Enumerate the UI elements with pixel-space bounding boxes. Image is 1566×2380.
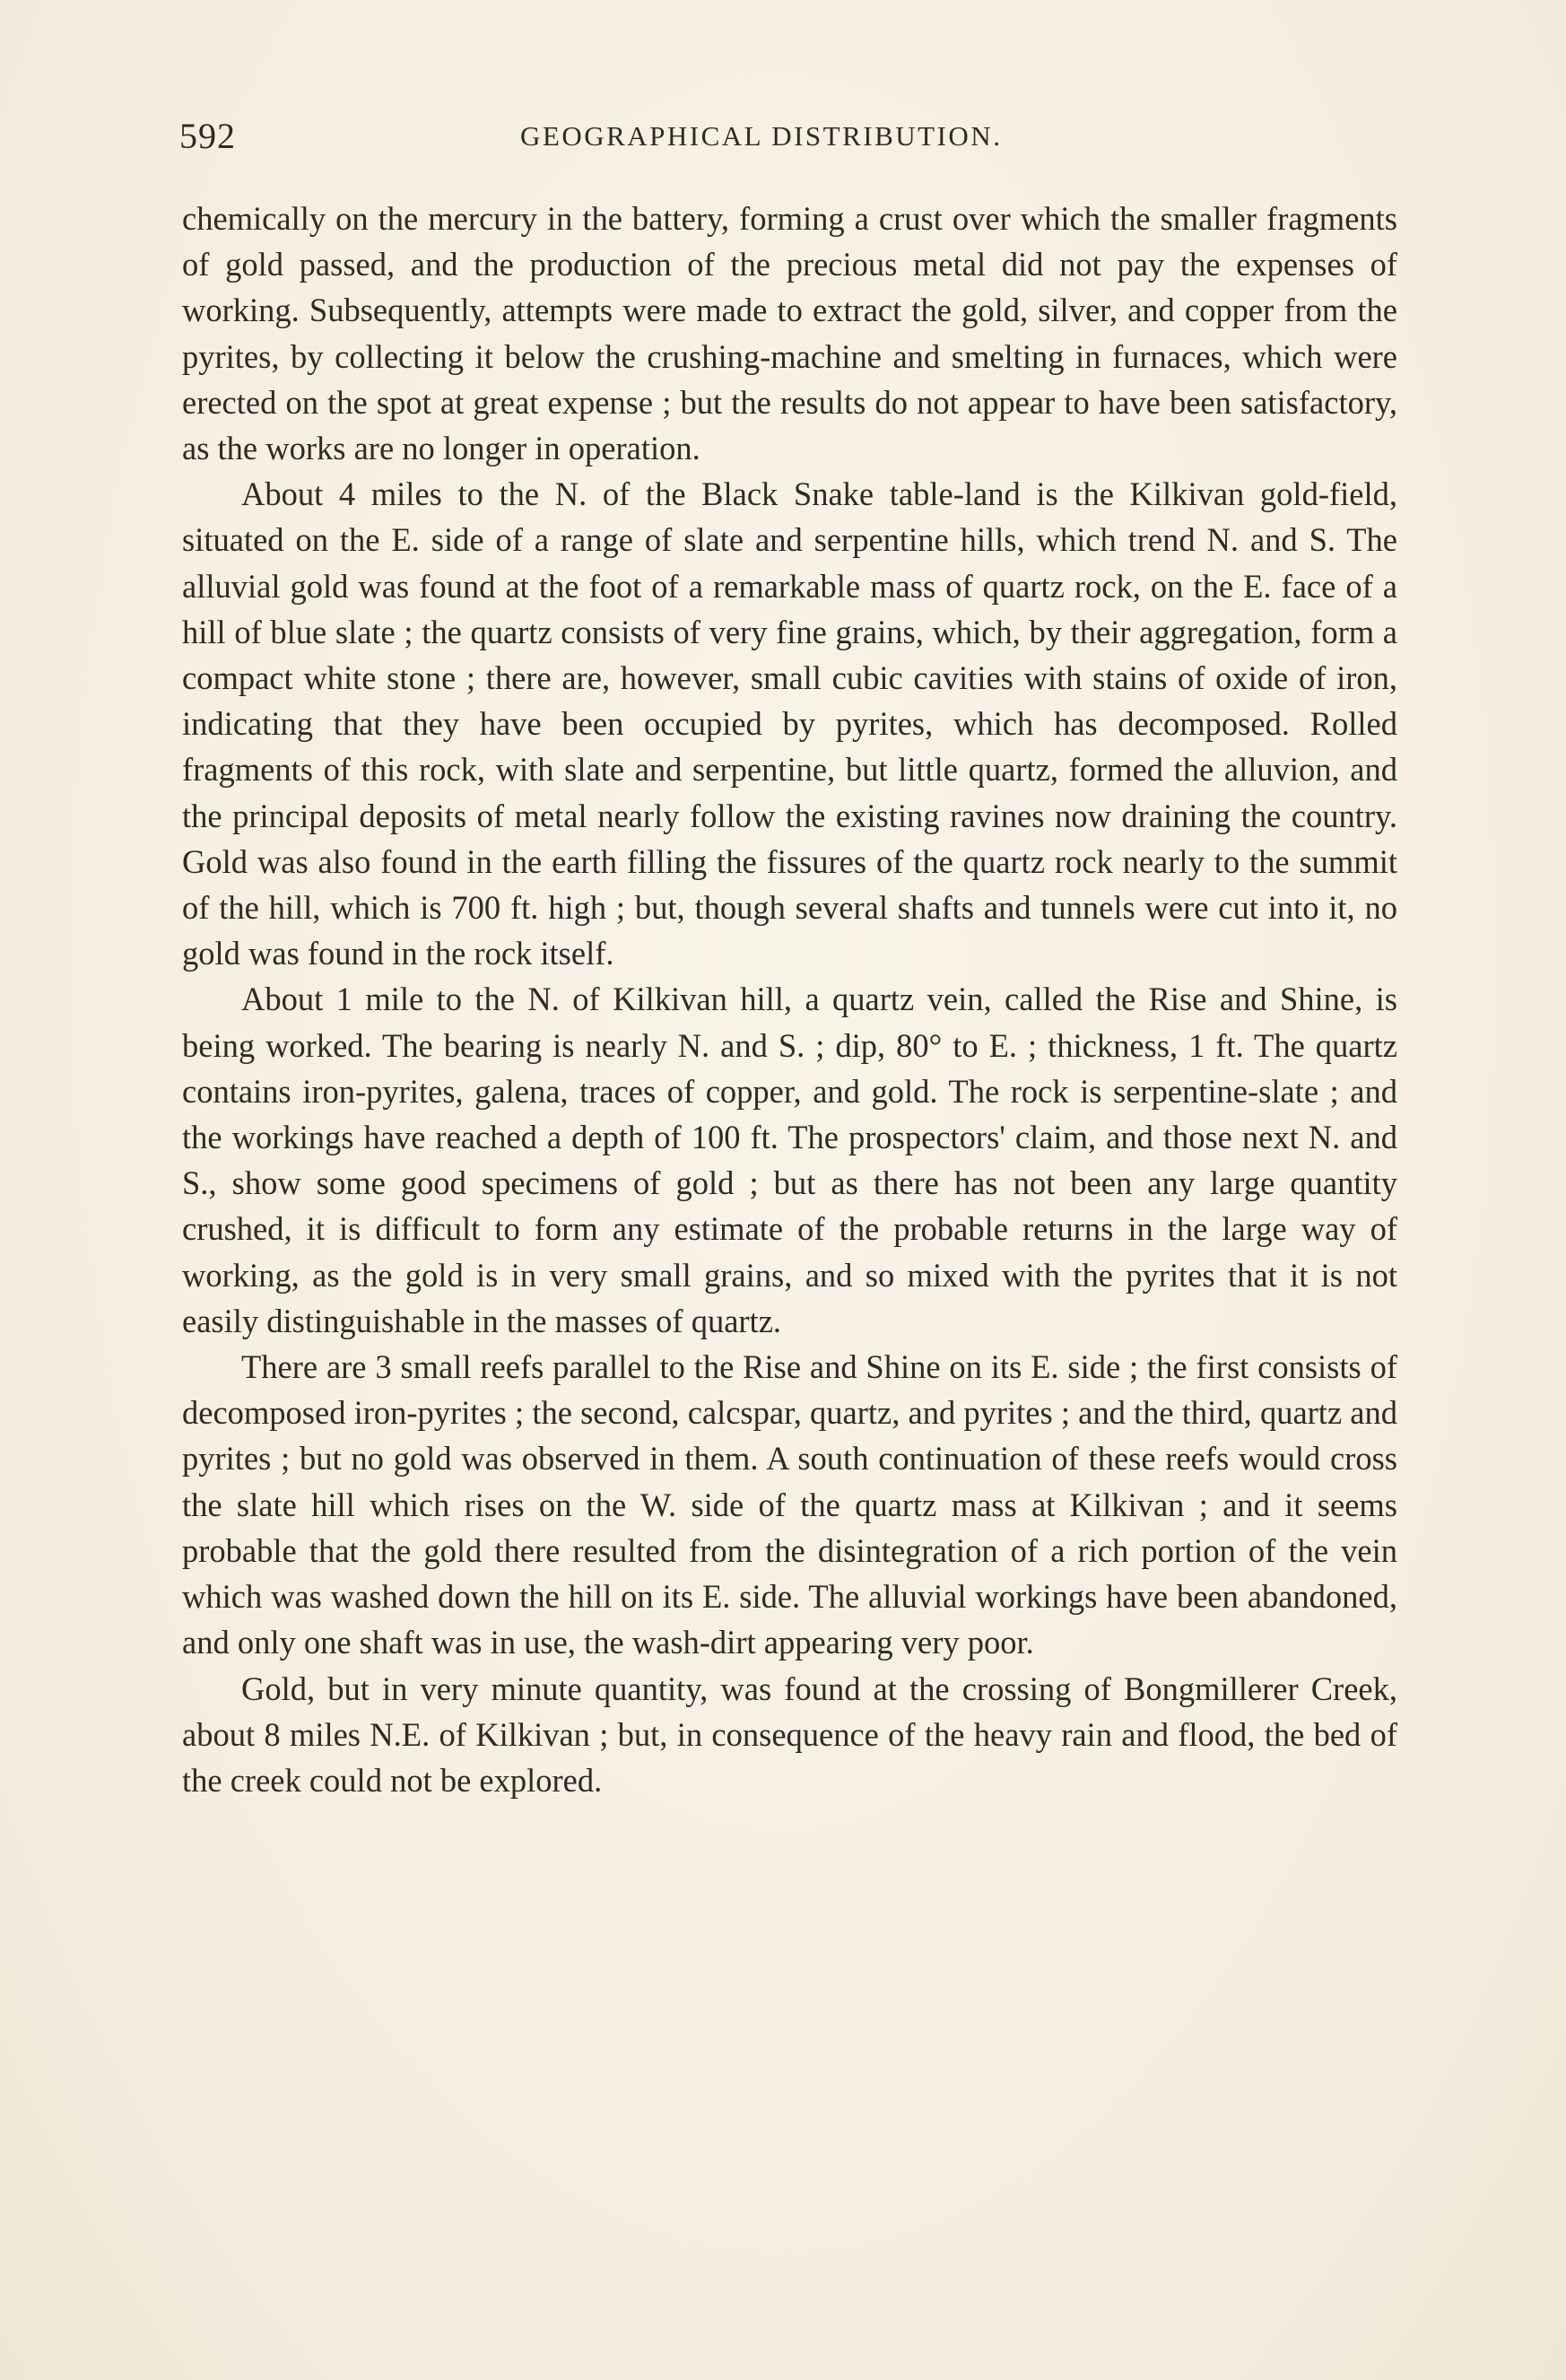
running-title: GEOGRAPHICAL DISTRIBUTION. — [520, 120, 1003, 152]
body-text — [182, 196, 1397, 1803]
page-header — [179, 115, 1406, 169]
page-number: 592 — [179, 116, 236, 156]
paragraph-bongmillerer-creek: Gold, but in very minute quantity, was found at the crossing of Bongmillerer Creek, about 8 miles N.E. of Kilkivan ; but, in consequence of the heavy rain and flood, the bed of the creek could not be explored. — [182, 1669, 1397, 1799]
paragraph-parallel-reefs: There are 3 small reefs parallel to the Rise and Shine on its E. side ; the first consists of decomposed iron-pyrites ; the second, calcspar, quartz, and pyrites ; and the third, quartz and pyrites ; but no gold was observed in them. A south continuation of these reefs would cross the slate hill which rises on the W. side of the quartz mass at Kilkivan ; and it seems probable that the gold there resulted from the disintegration of a rich portion of the vein which was washed down the hill on its E. side. The alluvial workings have been abandoned, and only one shaft was in use, the wash-dirt appearing very poor. — [182, 1348, 1397, 1661]
paragraph-continued: chemically on the mercury in the battery, forming a crust over which the smaller fragments of gold passed, and the production of the precious metal did not pay the expenses of working. Subsequently, attempts were made to extract the gold, silver, and copper from the pyrites, by collecting it below the crushing-machine and smelting in furnaces, which were erected on the spot at great expense ; but the results do not appear to have been satisfactory, as the works are no longer in operation. — [182, 200, 1397, 467]
paragraph-kilkivan-gold-field: About 4 miles to the N. of the Black Snake table-land is the Kilkivan gold-field, situated on the E. side of a range of slate and serpentine hills, which trend N. and S. The alluvial gold was found at the foot of a remarkable mass of quartz rock, on the E. face of a hill of blue slate ; the quartz consists of very fine grains, which, by their aggregation, form a compact white stone ; there are, however, small cubic cavities with stains of oxide of iron, indicating that they have been occupied by pyrites, which has decomposed. Rolled fragments of this rock, with slate and serpentine, but little quartz, formed the alluvion, and the principal deposits of metal nearly follow the existing ravines now draining the country. Gold was also found in the earth filling the fissures of the quartz rock nearly to the summit of the hill, which is 700 ft. high ; but, though several shafts and tunnels were cut into it, no gold was found in the rock itself. — [182, 475, 1397, 972]
paragraph-rise-and-shine: About 1 mile to the N. of Kilkivan hill, a quartz vein, called the Rise and Shine, is being worked. The bearing is nearly N. and S. ; dip, 80° to E. ; thickness, 1 ft. The quartz contains iron-pyrites, galena, traces of copper, and gold. The rock is serpentine-slate ; and the workings have reached a depth of 100 ft. The prospectors' claim, and those next N. and S., show some good specimens of gold ; but as there has not been any large quantity crushed, it is difficult to form any estimate of the probable returns in the large way of working, as the gold is in very small grains, and so mixed with the pyrites that it is not easily distinguishable in the masses of quartz. — [182, 981, 1397, 1339]
